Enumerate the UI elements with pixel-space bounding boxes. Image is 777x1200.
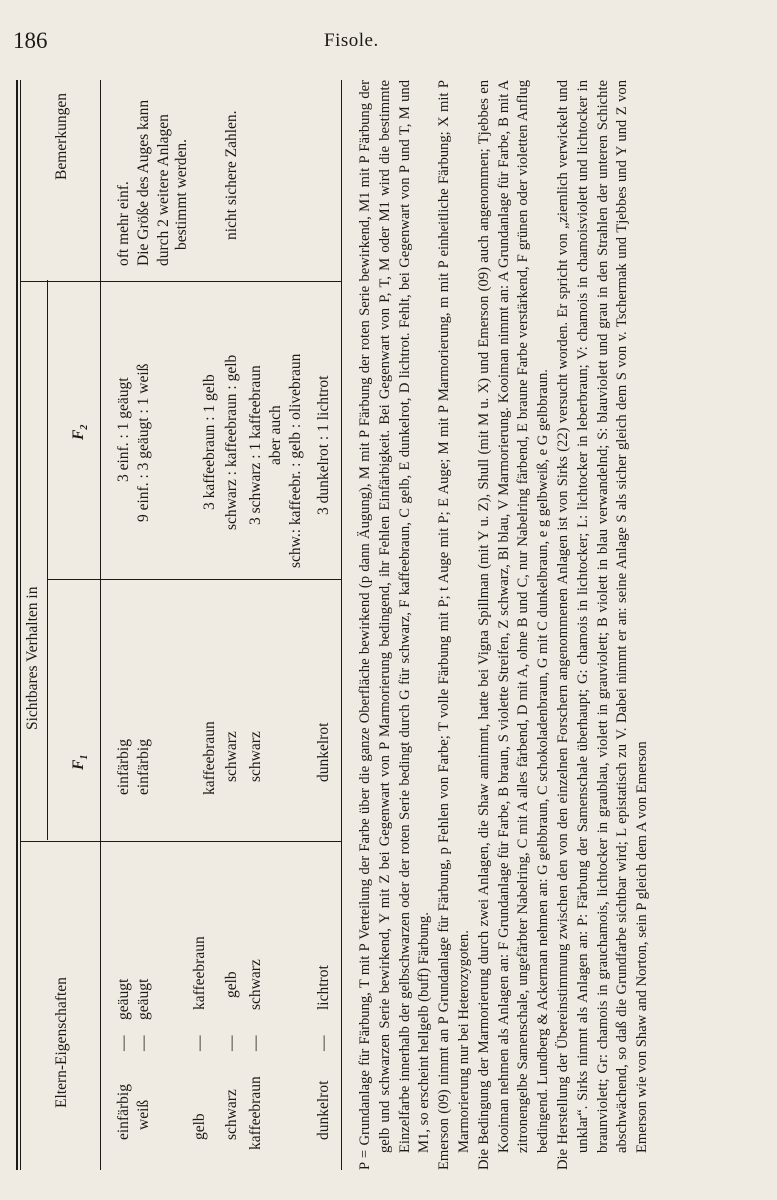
cell-parent1: dunkelrot [315,1080,332,1140]
cell-parent2: kaffeebraun [191,936,208,1010]
paragraph: Emerson (09) nimmt an P Grundanlage für Färbung, p Fehlen von Farbe; T volle Färbung mit P; t Auge mit P; E Auge; M mit P Marmorierung, m mit P einheitliche Färbung; X mit P Marmorierung nur bei Heterozygoten. [436,80,472,1170]
header-f1 [71,755,90,770]
cell-dash: — [191,1035,208,1051]
table-top-rule-2 [20,80,21,1170]
col-sep-1 [21,841,341,842]
cell-f2: schw.: kaffeebr. : gelb : olivebraun [287,353,304,568]
cell-dash: — [223,1035,240,1051]
header-f1-sub: 1 [79,754,91,760]
col-sep-2 [47,579,341,580]
paragraph: Die Herstellung der Übereinstimmung zwischen den von den einzelnen Forschern angenommenen Anlagen ist von Sirks (22) versucht worden. Er spricht von „ziemlich verwickelt und unklar“. Sirks nimmt als Anlagen an: P: Färbung der Samenschale überhaupt; G: chamois in lichtocker; L: lichtocker in leberbraun; V: chamois in chamoisviolett und lichtocker in braunviolett; Gr: chamois in grauchamois, lichtocker in graublau, violett in grauviolett; B violett in blau verwandelnd; S: blauviolett und grau in den Strahlen der unteren Schichte abschwächend, so daß die Grundfarbe sichtbar wird; L epistatisch zu V. Dabei nimmt er an: seine Anlage S als sicher gleich dem S von v. Tschermak und Tjebbes und Y und Z von Emerson wie von Shaw and Norton, sein P gleich dem A von Emerson [554,80,651,1170]
cell-f1: schwarz [247,731,264,782]
cell-parent1: weiß [135,1099,152,1130]
cell-f2: aber auch [267,405,284,465]
cell-f1: kaffeebraun [201,721,218,795]
cell-f1: schwarz [223,731,240,782]
header-remarks: Bemerkungen [53,93,70,180]
cell-parent2: geäugt [135,978,152,1020]
header-parents: Eltern-Eigenschaften [53,977,70,1108]
header-f2-letter: F [70,429,87,440]
cell-dash: — [115,1035,132,1051]
cell-remarks: Die Größe des Auges kann [135,99,152,266]
header-divider-line [47,280,48,840]
table-bottom-rule [341,80,342,1170]
cell-f1: einfärbig [135,739,152,795]
cell-f2: schwarz : kaffeebraun : gelb [223,354,240,530]
cell-f2: 9 einf. : 3 geäugt : 1 weiß [135,363,152,522]
cell-parent1: gelb [191,1113,208,1140]
table-top-rule [16,80,18,1170]
cell-f2: 3 kaffeebraun : 1 gelb [201,374,218,510]
cell-remarks: oft mehr einf. [115,181,132,266]
cell-parent2: lichtrot [315,965,332,1010]
cell-f2: 3 dunkelrot : 1 lichtrot [315,375,332,515]
body-text [356,80,653,1170]
paragraph: Die Bedingung der Marmorierung durch zwei Anlagen, die Shaw annimmt, hatte bei Vigna Spillman (mit Y u. Z), Shull (mit M u. X) und Emerson (09) auch angenommen; Tjebbes en Kooiman nehmen als Anlagen an: F Grundanlage für Farbe, B braun, S violette Streifen, Z schwarz, Bl blau, V Marmorierung. Kooiman nimmt an: A Grundanlage für Farbe, B mit A zitronengelbe Samenschale, ungefärbter Nabelring, C mit A alles färbend, D mit A, ohne B und C, nur Nabelring färbend, E braune Farbe verstärkend, F grünen oder violetten Anflug bedingend. Lundberg & Ackerman nehmen an: G gelbbraun, C schokoladenbraun, G mit C dunkelbraun, e g gelbweiß, e G gelbbraun. [475,80,552,1170]
header-f1-letter: F [70,759,87,770]
page-number: 186 [13,28,48,53]
running-title: Fisole. [324,30,379,51]
header-f2 [71,425,90,440]
cell-dash: — [247,1035,264,1051]
cell-dash: — [135,1035,152,1051]
header-visible-behaviour: Sichtbares Verhalten in [24,586,41,730]
paragraph: P = Grundanlage für Färbung, T mit P Verteilung der Farbe über die ganze Oberfläche bewirkend (p dann Äugung), M mit P Färbung der roten Serie bewirkend, M1 mit P Färbung der gelb und schwarzen Serie bewirkend, Y mit Z bei Gegenwart von P Marmorierung bedingend, ihr Fehlen Einfärbigkeit. Bei Gegenwart von P, T, M oder M1 wird die bestimmte Einzelfarbe innerhalb der gelbschwarzen oder der roten Serie bedingt durch G für schwarz, F kaffeebraun, C gelb, E dunkelrot, D lichtrot. Fehlt, bei Gegenwart von P und T, M und M1, so erscheint hellgelb (buff) Färbung. [357,80,433,1170]
cell-remarks: bestimmt werden. [173,138,190,250]
cell-remarks: nicht sichere Zahlen. [223,110,240,240]
cell-parent1: einfärbig [115,1084,132,1140]
header-bottom-rule [100,80,101,1170]
cell-f1: dunkelrot [315,722,332,782]
col-sep-3 [21,281,341,282]
cell-f2: 3 schwarz : 1 kaffeebraun [247,365,264,525]
cell-parent1: kaffeebraun [247,1076,264,1150]
cell-f2: 3 einf. : 1 geäugt [115,377,132,482]
cell-parent2: schwarz [247,959,264,1010]
cell-dash: — [315,1035,332,1051]
rotated-page-body [16,80,761,1170]
cell-parent2: geäugt [115,978,132,1020]
cell-f1: einfärbig [115,739,132,795]
cell-remarks: durch 2 weitere Anlagen [155,114,172,266]
header-f2-sub: 2 [79,424,91,430]
cell-parent1: schwarz [223,1089,240,1140]
cell-parent2: gelb [223,971,240,998]
